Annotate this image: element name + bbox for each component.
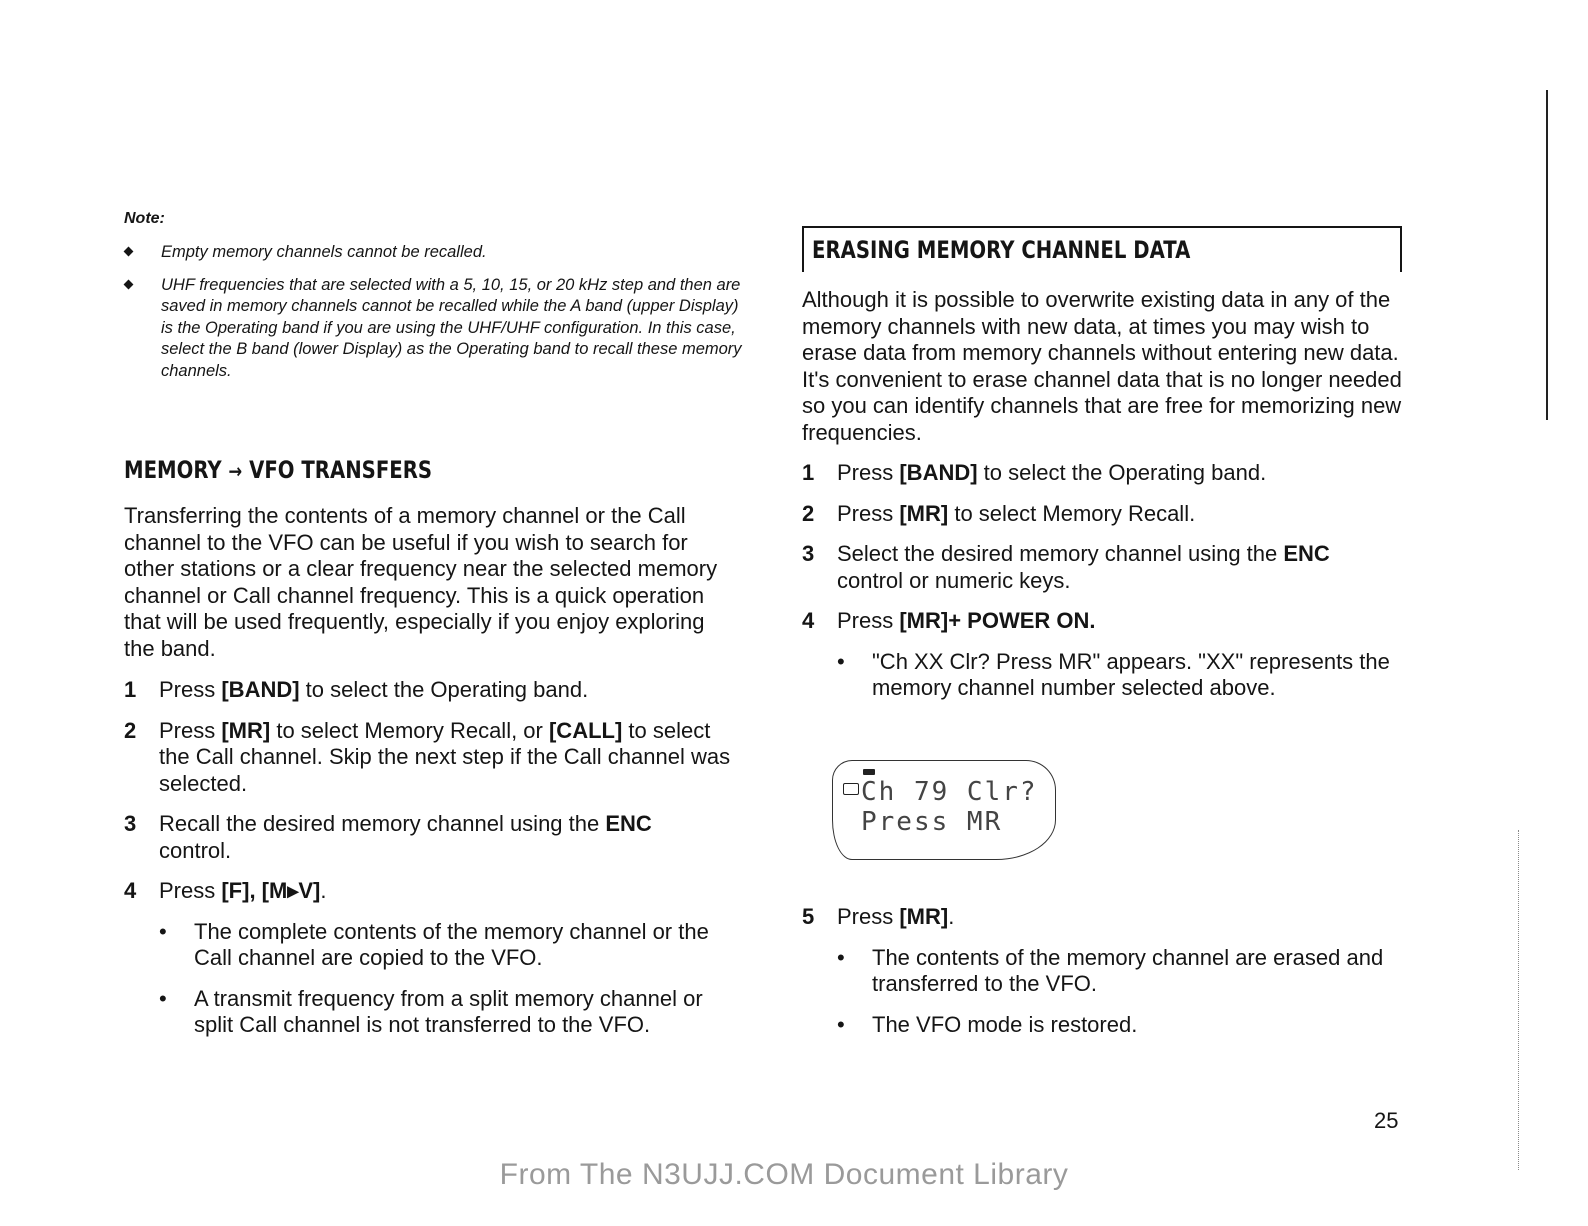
lcd-line-2: Press MR [861, 807, 1003, 837]
step-item: 2 Press [MR] to select Memory Recall. [802, 500, 1196, 526]
bullet-dot-icon: • [837, 648, 845, 674]
bullet-item: • The complete contents of the memory channel or the Call channel are copied to the VFO. [159, 918, 709, 970]
page-number: 25 [1374, 1108, 1399, 1133]
bullet-item: • A transmit frequency from a split memory channel or split Call channel is not transferred to the VFO. [159, 985, 703, 1037]
page-edge-dotted-line [1518, 830, 1520, 1170]
step-item: 3 Select the desired memory channel using the ENC control or numeric keys. [802, 541, 1330, 593]
step-item: 3 Recall the desired memory channel using the ENC control. [124, 811, 652, 863]
step-4-bullets [124, 919, 734, 1039]
right-arrow-icon: → [228, 459, 243, 483]
bullet-dot-icon: • [159, 918, 167, 944]
step-item: 4 Press [F], [M▸V]. [124, 878, 327, 903]
bullet-dot-icon: • [837, 944, 845, 970]
step-item: 5 Press [MR]. [802, 904, 955, 929]
step-item: 4 Press [MR]+ POWER ON. [802, 608, 1096, 633]
note-item: Empty memory channels cannot be recalled. [124, 242, 744, 264]
memory-vfo-intro: Transferring the contents of a memory channel or the Call channel to the VFO can be useful if you wish to search for other stations or a clear frequency near the selected memory channel or Call channel frequency. This is a quick operation that will be used frequently, especially if you enjoy exploring the band. [124, 503, 718, 661]
erasing-heading: ERASING MEMORY CHANNEL DATA [812, 236, 1191, 264]
note-list [124, 242, 744, 393]
page-edge-line [1546, 90, 1548, 420]
memory-vfo-heading: MEMORY → VFO TRANSFERS [124, 456, 433, 484]
erasing-steps [802, 460, 1402, 702]
bullet-dot-icon: • [159, 985, 167, 1011]
bullet-item: • "Ch XX Clr? Press MR" appears. "XX" represents the memory channel number selected above. [837, 648, 1390, 700]
diamond-bullet-icon [124, 247, 134, 257]
bullet-dot-icon: • [837, 1011, 845, 1037]
lcd-display [832, 760, 1056, 860]
lcd-line-1: Ch 79 Clr? [861, 777, 1038, 807]
step-item: 2 Press [MR] to select Memory Recall, or [CALL] to select the Call channel. Skip the next step if the Call channel was selected. [124, 717, 731, 796]
step-item: 1 Press [BAND] to select the Operating band. [802, 460, 1267, 485]
footer-watermark: From The N3UJJ.COM Document Library [499, 1158, 1069, 1191]
step-5-bullets [802, 945, 1402, 1039]
memory-vfo-steps [124, 677, 734, 1039]
lcd-memory-icon [843, 783, 859, 795]
bullet-item: • The contents of the memory channel are erased and transferred to the VFO. [837, 944, 1384, 996]
step-item: 1 Press [BAND] to select the Operating band. [124, 677, 589, 702]
diamond-bullet-icon [124, 279, 134, 289]
lcd-small-indicator-icon [863, 769, 875, 775]
erasing-step-5 [802, 904, 1402, 1038]
erasing-intro: Although it is possible to overwrite existing data in any of the memory channels with new data, at times you may wish to erase data from memory channels without entering new data. It's convenient to erase channel data that is no longer needed so you can identify channels that are free for memorizing new frequencies. [802, 287, 1402, 445]
bullet-item: • The VFO mode is restored. [837, 1011, 1138, 1037]
note-item: UHF frequencies that are selected with a 5, 10, 15, or 20 kHz step and then are saved in memory channels cannot be recalled while the A band (upper Display) is the Operating band if you are using the UHF/UHF configuration. In this case, select the B band (lower Display) as the Operating band to recall these memory channels. [124, 275, 744, 383]
note-title: Note: [124, 210, 165, 227]
step-4-bullets [802, 649, 1402, 702]
erasing-heading-box [802, 226, 1402, 272]
